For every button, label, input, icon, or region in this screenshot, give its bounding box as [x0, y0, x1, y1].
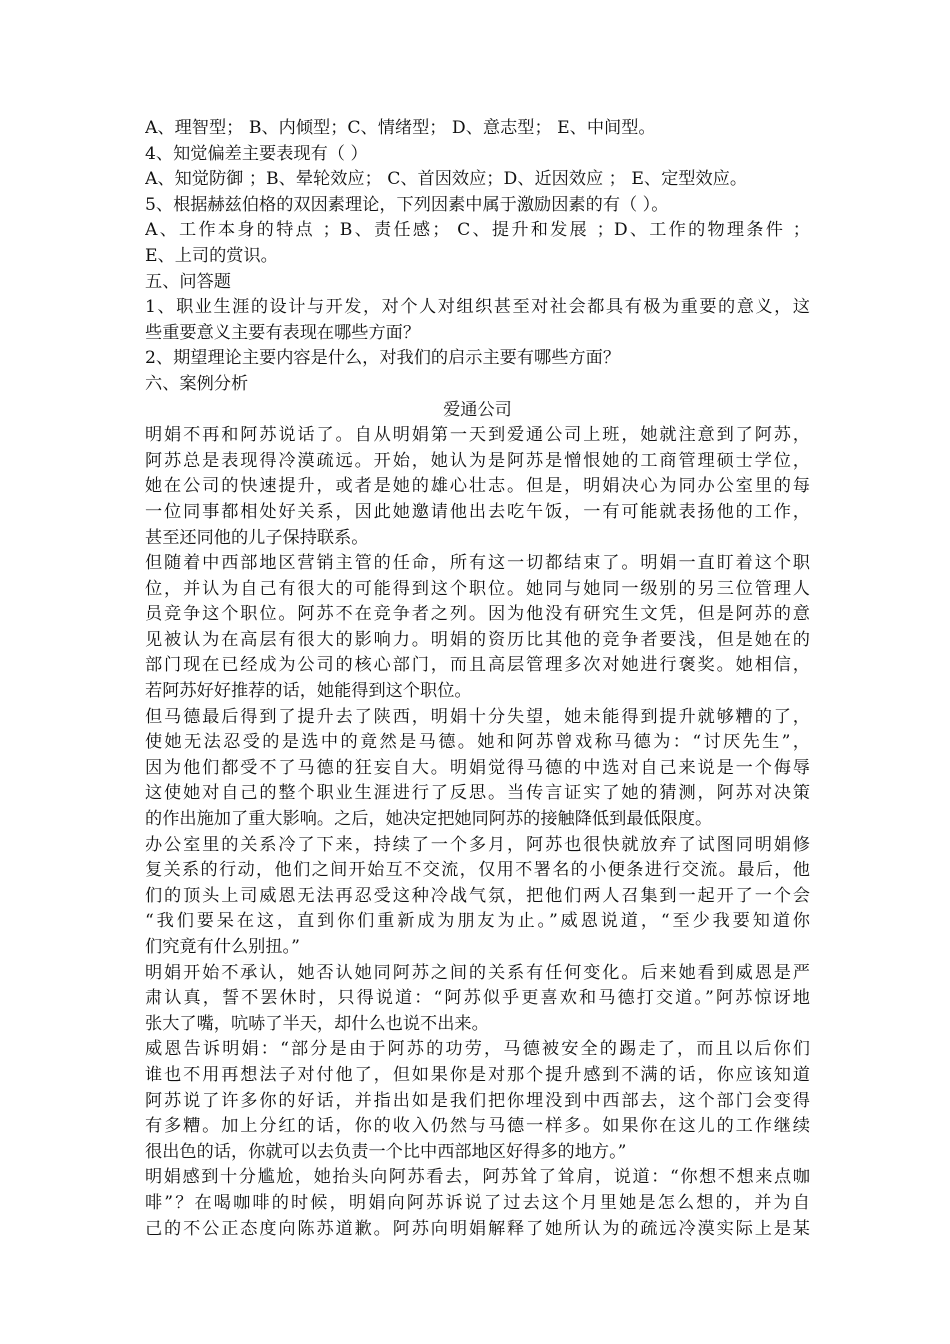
case-line: 己的不公正态度向陈苏道歉。阿苏向明娟解释了她所认为的疏远冷漠实际上是某 [145, 1218, 810, 1239]
case-line: 威恩告诉明娟：“部分是由于阿苏的功劳，马德被安全的踢走了，而且以后你们 [145, 1039, 810, 1060]
case-line: 啡”？在喝咖啡的时候，明娟向阿苏诉说了过去这个月里她是怎么想的，并为自 [145, 1192, 810, 1213]
case-line: 甚至还同他的儿子保持联系。 [145, 527, 369, 548]
case-line: 使她无法忍受的是选中的竟然是马德。她和阿苏曾戏称马德为：“讨厌先生”， [145, 732, 810, 753]
case-line: 员竞争这个职位。阿苏不在竞争者之列。因为他没有研究生文凭，但是阿苏的意 [145, 604, 810, 625]
q5-options-2: E、上司的赏识。 [145, 245, 278, 266]
q5-question: 5、根据赫兹伯格的双因素理论，下列因素中属于激励因素的有（ ）。 [145, 194, 669, 215]
case-line: 张大了嘴，吭哧了半天，却什么也说不出来。 [145, 1013, 489, 1034]
q5-options-1: A、工作本身的特点 ；B、责任感； C、提升和发展 ；D、工作的物理条件 ； [145, 220, 810, 241]
case-line: 若阿苏好好推荐的话，她能得到这个职位。 [145, 681, 472, 702]
case-line: 有多糟。加上分红的话，你的收入仍然与马德一样多。如果你在这儿的工作继续 [145, 1116, 810, 1137]
case-line: 们的顶头上司威恩无法再忍受这种冷战气氛，把他们两人召集到一起开了一个会 [145, 885, 810, 906]
case-line: 谁也不用再想法子对付他了，但如果你是对那个提升感到不满的话，你应该知道 [145, 1064, 810, 1085]
case-line: 明娟不再和阿苏说话了。自从明娟第一天到爱通公司上班，她就注意到了阿苏， [145, 425, 810, 446]
section-five-heading: 五、问答题 [145, 271, 231, 292]
q3-options: A、理智型； B、内倾型；C、情绪型； D、意志型； E、中间型。 [145, 118, 656, 138]
case-line: 们究竟有什么别扭。” [145, 937, 300, 957]
essay-q2: 2、期望理论主要内容是什么，对我们的启示主要有哪些方面？ [145, 348, 621, 369]
case-line: 但马德最后得到了提升去了陕西，明娟十分失望，她未能得到提升就够糟的了， [145, 706, 810, 727]
case-line: 的作出施加了重大影响。之后，她决定把她同阿苏的接触降低到最低限度。 [145, 809, 713, 830]
case-line: 复关系的行动，他们之间开始互不交流，仅用不署名的小便条进行交流。最后，他 [145, 860, 810, 881]
section-six-heading: 六、案例分析 [145, 373, 249, 394]
case-line: 一位同事都相处好关系，因此她邀请他出去吃午饭，一有可能就表扬他的工作， [145, 501, 810, 522]
case-line: 部门现在已经成为公司的核心部门，而且高层管理多次对她进行褒奖。她相信， [145, 655, 810, 676]
case-line: 阿苏说了许多你的好话，并指出如是我们把你埋没到中西部去，这个部门会变得 [145, 1090, 810, 1111]
case-line: 很出色的话，你就可以去负责一个比中西部地区好得多的地方。” [145, 1141, 627, 1162]
case-line: 但随着中西部地区营销主管的任命，所有这一切都结束了。明娟一直盯着这个职 [145, 553, 810, 574]
q4-question: 4、知觉偏差主要表现有（ ） [145, 143, 368, 164]
case-line: 这使她对自己的整个职业生涯进行了反思。当传言证实了她的猜测，阿苏对决策 [145, 783, 810, 804]
case-title: 爱通公司 [443, 399, 512, 420]
case-line: 明娟感到十分尴尬，她抬头向阿苏看去，阿苏耸了耸肩，说道：“你想不想来点咖 [145, 1167, 810, 1188]
case-line: 肃认真，誓不罢休时，只得说道：“阿苏似乎更喜欢和马德打交道。”阿苏惊讶地 [145, 988, 810, 1009]
case-line: 阿苏总是表现得冷漠疏远。开始，她认为是阿苏是憎恨她的工商管理硕士学位， [145, 450, 810, 471]
case-line: 因为他们都受不了马德的狂妄自大。明娟觉得马德的中选对自己来说是一个侮辱 [145, 757, 810, 778]
case-line: 位，并认为自己有很大的可能得到这个职位。她同与她同一级别的另三位管理人 [145, 578, 810, 599]
case-line: 办公室里的关系冷了下来，持续了一个多月，阿苏也很快就放弃了试图同明娟修 [145, 834, 810, 855]
case-line: “我们要呆在这，直到你们重新成为朋友为止。”威恩说道，“至少我要知道你 [145, 911, 810, 932]
case-line: 她在公司的快速提升，或者是她的雄心壮志。但是，明娟决心为同办公室里的每 [145, 476, 810, 497]
essay-q1-line-2: 些重要意义主要有表现在哪些方面？ [145, 322, 421, 343]
case-line: 见被认为在高层有很大的影响力。明娟的资历比其他的竞争者要浅，但是她在的 [145, 629, 810, 650]
document-page [145, 116, 810, 1242]
essay-q1-line-1: 1、职业生涯的设计与开发，对个人对组织甚至对社会都具有极为重要的意义，这 [145, 297, 810, 318]
q4-options: A、知觉防御 ；B、晕轮效应； C、首因效应；D、近因效应 ； E、定型效应。 [145, 169, 748, 190]
case-line: 明娟开始不承认，她否认她同阿苏之间的关系有任何变化。后来她看到威恩是严 [145, 962, 810, 983]
